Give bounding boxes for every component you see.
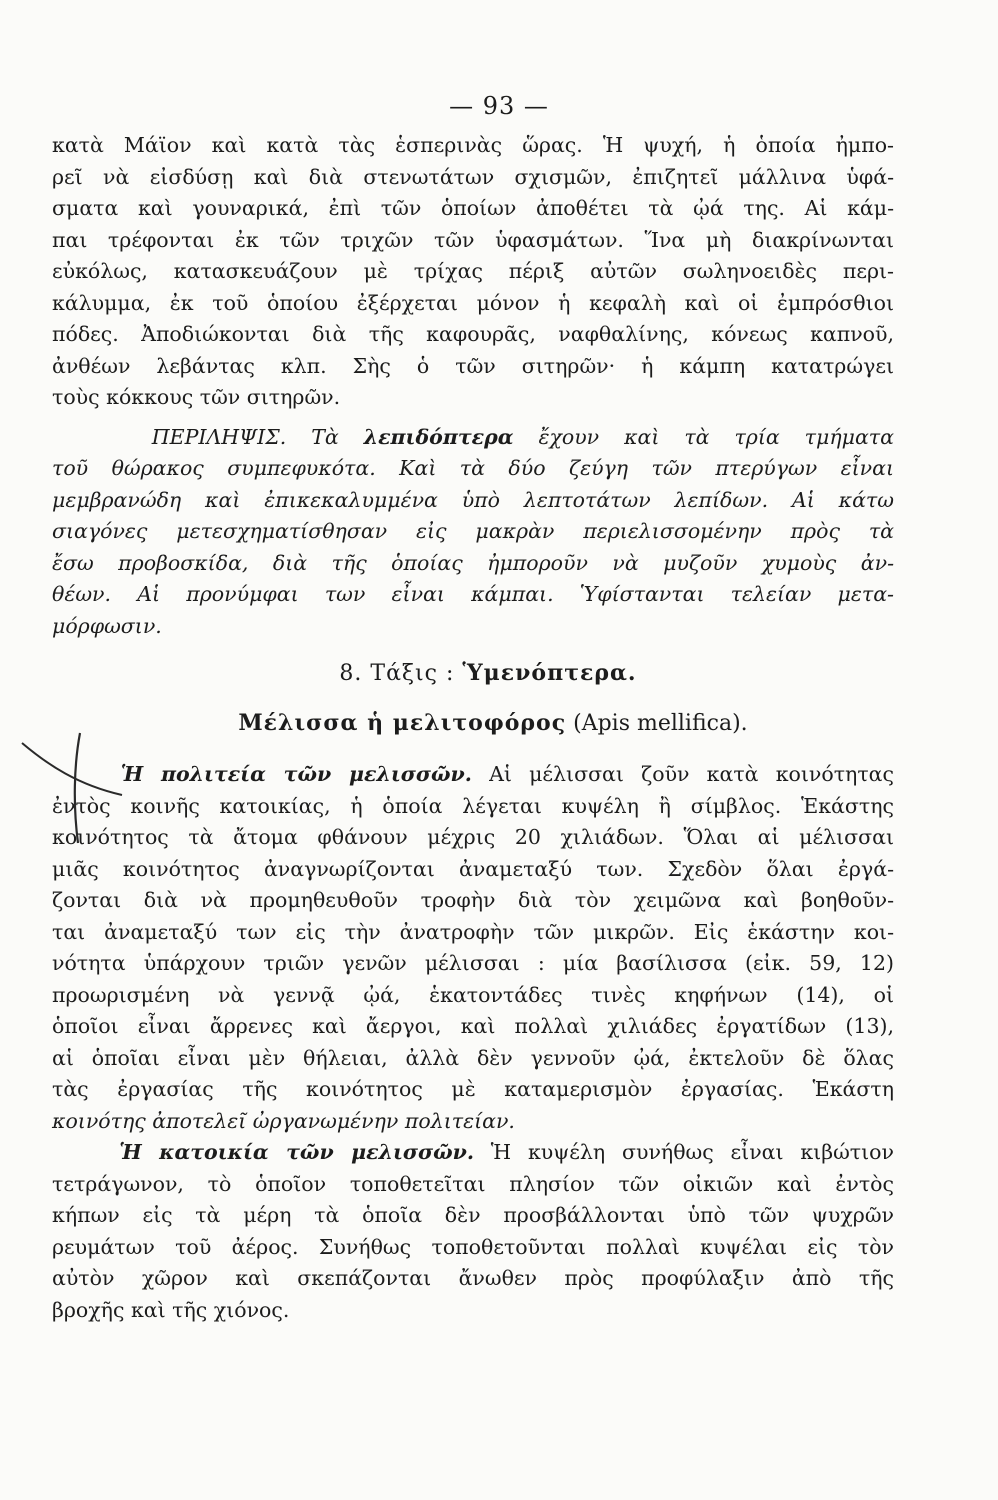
text-line: σματα καὶ γουναρικά, ἐπὶ τῶν ὁποίων ἀποθέτει τὰ ᾠά της. Αἱ κάμ- (52, 196, 894, 220)
text-line: αὐτὸν χῶρον καὶ σκεπάζονται ἄνωθεν πρὸς προφύλαξιν ἀπὸ τῆς (52, 1266, 894, 1290)
text-line: τοὺς κόκκους τῶν σιτηρῶν. (52, 385, 341, 409)
text-fragment: Τὰ (311, 424, 339, 449)
subsection-title: Μέλισσα ἡ μελιτοφόρος (238, 709, 567, 736)
text-line: μεμβρανώδη καὶ ἐπικεκαλυμμένα ὑπὸ λεπτοτάτων λεπίδων. Αἱ κάτω (52, 487, 894, 512)
text-line: ται ἀναμεταξύ των εἰς τὴν ἀνατροφὴν τῶν μικρῶν. Εἰς ἑκάστην κοι- (52, 919, 894, 944)
text-line: τὰς ἐργασίας τῆς κοινότητος μὲ καταμερισμὸν ἐργασίας. Ἑκάστη (52, 1077, 894, 1101)
text-line: ὁποῖοι εἶναι ἄρρενες καὶ ἄεργοι, καὶ πολλαὶ χιλιάδες ἐργατίδων (13), (52, 1014, 894, 1038)
text-line: κήπων εἰς τὰ μέρη τὰ ὁποῖα δὲν προσβάλλονται ὑπὸ τῶν ψυχρῶν (52, 1203, 894, 1227)
subsection-heading (52, 708, 894, 740)
summary-first-line (52, 422, 894, 454)
text-line: κατὰ Μάϊον καὶ κατὰ τὰς ἑσπερινὰς ὥρας. Ἡ ψυχή, ἡ ὁποία ἠμπο- (52, 133, 894, 157)
paragraph-bee-home (52, 1137, 894, 1326)
text-line: προωρισμένη νὰ γεννᾷ ᾠά, ἑκατοντάδες τινὲς κηφήνων (14), οἱ (52, 982, 894, 1007)
text-line: πόδες. Ἀποδιώκονται διὰ τῆς καφουρᾶς, ναφθαλίνης, κόνεως καπνοῦ, (52, 322, 894, 346)
text-line: αἱ ὁποῖαι εἶναι μὲν θήλειαι, ἀλλὰ δὲν γεννοῦν ᾠά, ἐκτελοῦν δὲ ὅλας (52, 1045, 894, 1070)
summary-paragraph (52, 422, 894, 643)
text-line: ρεῖ νὰ εἰσδύσῃ καὶ διὰ στενωτάτων σχισμῶν, ἐπιζητεῖ μάλλινα ὑφά- (52, 164, 894, 189)
text-line: κοινότης ἀποτελεῖ ὠργανωμένην πολιτείαν. (52, 1108, 515, 1133)
text-line: σιαγόνες μετεσχηματίσθησαν εἰς μακρὰν περιελισσομένην πρὸς τὰ (52, 519, 894, 543)
section-number: 8. Τάξις : (339, 661, 455, 686)
paragraph-heading: Ἡ πολιτεία τῶν μελισσῶν. (120, 762, 472, 786)
text-line: τοῦ θώρακος συμπεφυκότα. Καὶ τὰ δύο ζεύγη τῶν πτερύγων εἶναι (52, 456, 894, 480)
text-line: κοινότητος τὰ ἄτομα φθάνουν μέχρις 20 χιλιάδων. Ὅλαι αἱ μέλισσαι (52, 825, 894, 849)
paragraph-bee-society (52, 759, 894, 1137)
paragraph-first-line (52, 1137, 894, 1169)
summary-label: ΠΕΡΙΛΗΨΙΣ. (151, 424, 287, 449)
section-heading (52, 658, 894, 690)
text-line: βροχῆς καὶ τῆς χιόνος. (52, 1297, 290, 1322)
text-line: κάλυμμα, ἐκ τοῦ ὁποίου ἐξέρχεται μόνον ἡ κεφαλὴ καὶ οἱ ἐμπρόσθιοι (52, 290, 894, 315)
text-line: ζονται διὰ νὰ προμηθευθοῦν τροφὴν διὰ τὸν χειμῶνα καὶ βοηθοῦν- (52, 888, 894, 912)
text-line: ἀνθέων λεβάντας κλπ. Σὴς ὁ τῶν σιτηρῶν· ἡ κάμπη κατατρώγει (52, 353, 894, 378)
paragraph-first-line (52, 759, 894, 791)
paragraph-moths (52, 130, 894, 414)
term-lepidoptera: λεπιδόπτερα (363, 424, 514, 449)
section-title: Ὑμενόπτερα. (462, 660, 637, 686)
text-line: νότητα ὑπάρχουν τριῶν γενῶν μέλισσαι : μία βασίλισσα (εἰκ. 59, 12) (52, 951, 894, 975)
text-fragment: Αἱ μέλισσαι ζοῦν κατὰ κοινότητας (489, 762, 894, 786)
subsection-latin-name: (Apis mellifica). (573, 710, 748, 736)
text-line: ἔσω προβοσκίδα, διὰ τῆς ὁποίας ἠμποροῦν νὰ μυζοῦν χυμοὺς ἀν- (52, 550, 894, 575)
text-line: παι τρέφονται ἐκ τῶν τριχῶν τῶν ὑφασμάτων. Ἵνα μὴ διακρίνωνται (52, 227, 894, 252)
text-line: ἐντὸς κοινῆς κατοικίας, ἡ ὁποία λέγεται κυψέλη ἢ σίμβλος. Ἑκάστης (52, 793, 894, 818)
text-line: μόρφωσιν. (52, 613, 162, 638)
text-line: εὐκόλως, κατασκευάζουν μὲ τρίχας πέριξ αὐτῶν σωληνοειδὲς περι- (52, 259, 894, 283)
text-fragment: ἔχουν καὶ τὰ τρία τμήματα (538, 424, 894, 449)
text-line: μιᾶς κοινότητος ἀναγνωρίζονται ἀναμεταξύ των. Σχεδὸν ὅλαι ἐργά- (52, 856, 894, 881)
paragraph-heading: Ἡ κατοικία τῶν μελισσῶν. (119, 1140, 474, 1164)
text-line: θέων. Αἱ προνύμφαι των εἶναι κάμπαι. Ὑφίστανται τελείαν μετα- (52, 582, 894, 606)
text-line: τετράγωνον, τὸ ὁποῖον τοποθετεῖται πλησίον τῶν οἰκιῶν καὶ ἐντὸς (52, 1171, 894, 1196)
text-fragment: Ἡ κυψέλη συνήθως εἶναι κιβώτιον (490, 1140, 894, 1164)
text-line: ρευμάτων τοῦ ἀέρος. Συνήθως τοποθετοῦνται πολλαὶ κυψέλαι εἰς τὸν (52, 1234, 894, 1259)
page-number: — 93 — (449, 92, 549, 120)
page-body (52, 130, 894, 1326)
